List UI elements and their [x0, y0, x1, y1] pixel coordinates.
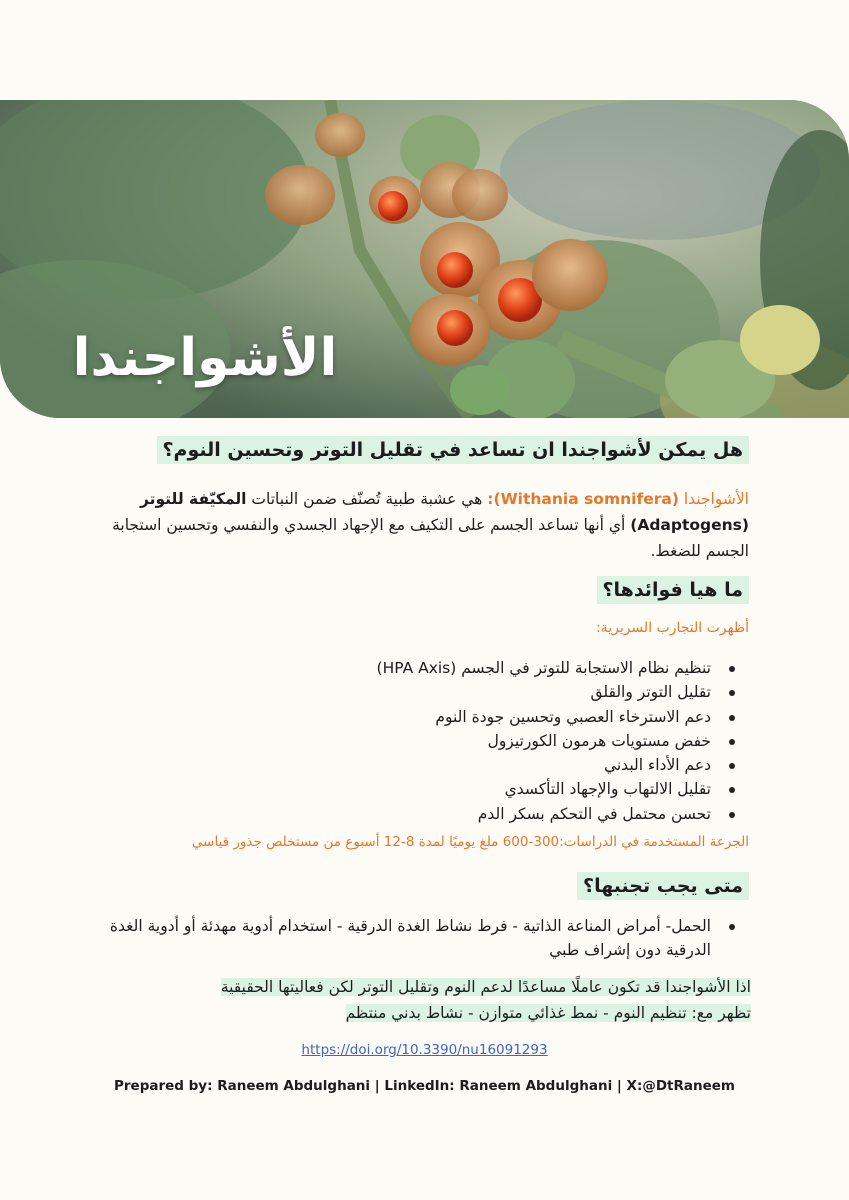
conclusion-line-1: اذا الأشواجندا قد تكون عاملًا مساعدًا لدعم النوم وتقليل التوتر لكن فعاليتها الحقيقية — [220, 978, 751, 996]
benefits-heading: ما هيا فوائدها؟ — [597, 576, 750, 604]
list-item: خفض مستويات هرمون الكورتيزول — [99, 729, 749, 753]
plant-name: الأشواجندا — [683, 490, 749, 508]
hero-title: الأشواجندا — [72, 328, 338, 388]
list-item: دعم الاسترخاء العصبي وتحسين جودة النوم — [99, 705, 749, 729]
list-item: تحسن محتمل في التحكم بسكر الدم — [99, 802, 749, 826]
footer-credits: Prepared by: Raneem Abdulghani | LinkedIn: Raneem Abdulghani | X:@DtRaneem — [113, 1078, 735, 1094]
intro-paragraph — [99, 486, 749, 564]
trials-label: أظهرت التجارب السريرية: — [595, 620, 749, 636]
reference — [0, 1042, 849, 1058]
list-item: دعم الأداء البدني — [99, 753, 749, 777]
avoid-list — [99, 914, 749, 962]
hero-banner — [0, 100, 849, 418]
intro-text-1: هي عشبة طبية تُصنّف ضمن النباتات — [246, 490, 488, 508]
latin-name: (Withania somnifera): — [487, 490, 679, 508]
dose-note: الجرعة المستخدمة في الدراسات:300-600 ملغ يوميًا لمدة 8-12 أسبوع من مستخلص جذور قياسي — [191, 834, 749, 850]
list-item: تقليل التوتر والقلق — [99, 680, 749, 704]
conclusion-line-2: تظهر مع: تنظيم النوم - نمط غذائي متوازن - نشاط بدني منتظم — [345, 1004, 751, 1022]
benefits-list — [99, 656, 749, 826]
adaptogen-term: المكيّفة للتوتر (Adaptogens) — [140, 490, 749, 534]
list-item: تقليل الالتهاب والإجهاد التأكسدي — [99, 777, 749, 801]
question-heading: هل يمكن لأشواجندا ان تساعد في تقليل التوتر وتحسين النوم؟ — [157, 436, 749, 464]
conclusion — [91, 974, 751, 1026]
avoid-heading: متى يجب تجنبها؟ — [577, 872, 749, 900]
intro-text-2: أي أنها تساعد الجسم على التكيف مع الإجهاد الجسدي والنفسي وتحسين استجابة الجسم للضغط. — [112, 516, 749, 560]
list-item: تنظيم نظام الاستجابة للتوتر في الجسم (HPA Axis) — [99, 656, 749, 680]
reference-link[interactable]: https://doi.org/10.3390/nu16091293 — [301, 1042, 548, 1058]
list-item: الحمل- أمراض المناعة الذاتية - فرط نشاط الغدة الدرقية - استخدام أدوية مهدئة أو أدوية الغدة الدرقية دون إشراف طبي — [99, 914, 749, 962]
